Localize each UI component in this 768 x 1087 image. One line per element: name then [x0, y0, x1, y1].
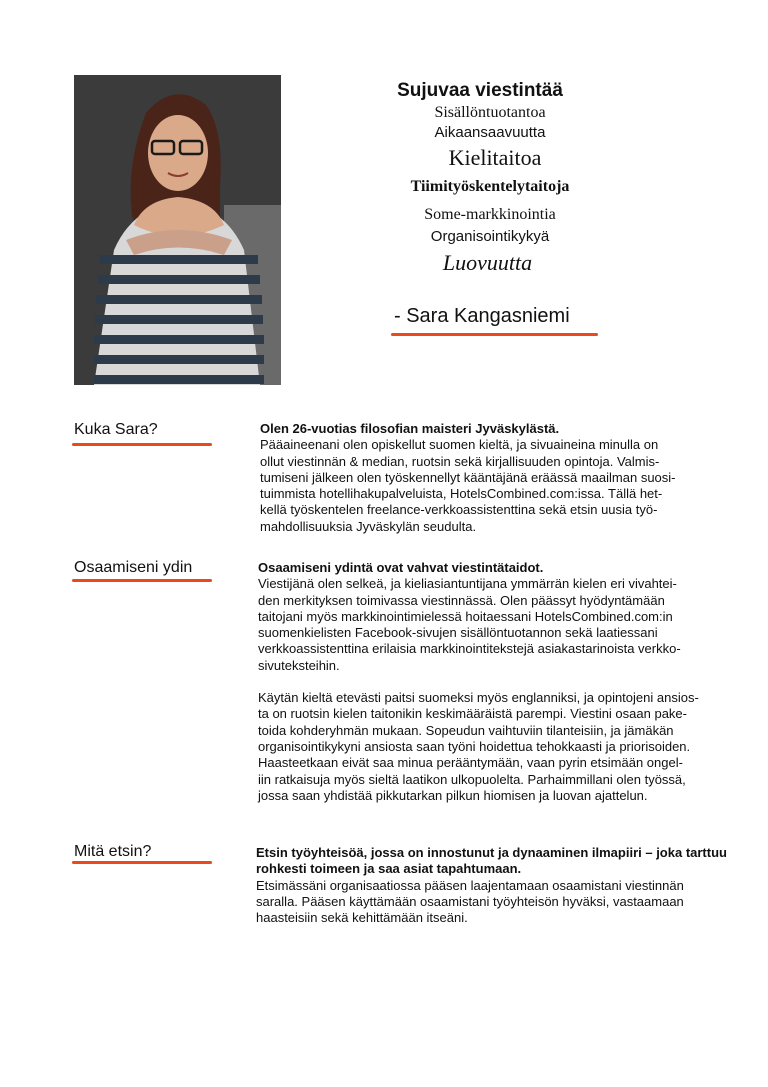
section-lead: Olen 26-vuotias filosofian maisteri Jyväskylästä. [260, 421, 560, 436]
body-line: ollut viestinnän & median, ruotsin sekä kirjallisuuden opintoja. Valmis- [260, 453, 660, 469]
body-line: mahdollisuuksia Jyväskylän seudulta. [260, 518, 477, 534]
body-line: Etsimässäni organisaatiossa pääsen laajentamaan osaamistani viestinnän [256, 877, 684, 893]
tagline-item: Tiimityöskentelytaitoja [410, 178, 570, 195]
section-body-osaamiseni-ydin [258, 560, 708, 804]
section-underline [72, 579, 212, 582]
body-line: Haasteetkaan eivät saa minua perääntymään, vaan pyrin etsimään ongel- [258, 755, 683, 771]
body-line: Viestijänä olen selkeä, ja kieliasiantuntijana ymmärrän kielen eri vivahtei- [258, 576, 677, 592]
body-line: Pääaineenani olen opiskellut suomen kieltä, ja sivuaineina minulla on [260, 437, 659, 453]
body-line: tumiseni jälkeen olen työskennellyt kääntäjänä eräässä maailman suosi- [260, 469, 676, 485]
body-line: verkkoassistenttina erilaisia markkinointitekstejä asiakastarinoista verkko- [258, 641, 681, 657]
section-underline [72, 443, 212, 446]
section-lead: Etsin työyhteisöä, jossa on innostunut ja dynaaminen ilmapiiri – joka tarttuu [256, 845, 727, 860]
section-lead: Osaamiseni ydintä ovat vahvat viestintätaidot. [258, 560, 544, 575]
tagline-item: Kielitaitoa [448, 145, 542, 170]
body-line: den merkityksen toimivassa viestinnässä. Olen päässyt hyödyntämään [258, 592, 665, 608]
profile-photo [74, 75, 281, 385]
body-line: ta on ruotsin kielen taitonikin keskimääräistä parempi. Viestini osaan pake- [258, 706, 687, 722]
section-title-osaamiseni-ydin: Osaamiseni ydin [74, 559, 193, 576]
signature: - Sara Kangasniemi [394, 305, 570, 327]
body-line: tuimmista hotellihakupalveluista, HotelsCombined.com:issa. Tällä het- [260, 486, 663, 502]
body-line: organisointikykyni ansiosta saan työni hoidettua tehokkaasti ja priorisoiden. [258, 738, 691, 754]
section-body-mita-etsin [256, 845, 727, 926]
tagline-heading: Sujuvaa viestintää [397, 80, 563, 101]
section-title-kuka-sara: Kuka Sara? [74, 421, 158, 438]
body-line: taitojani myös markkinointimielessä hoitaessani HotelsCombined.com:in [258, 608, 673, 624]
body-line: haasteisiin sekä kehittämään itseäni. [256, 910, 468, 926]
section-lead: rohkesti toimeen ja saa asiat tapahtumaan. [256, 861, 522, 877]
body-line: iin ratkaisuja myös sieltä laatikon ulkopuolelta. Parhaimmillani olen työssä, [258, 771, 686, 787]
signature-underline [391, 333, 598, 336]
body-line: toida kohderyhmän mukaan. Sopeudun vaihtuviin tilanteisiin, ja jämäkän [258, 722, 674, 738]
tagline-item: Sisällöntuotantoa [434, 104, 546, 121]
body-line: jossa saan yhdistää pikkutarkan pilkun hiomisen ja luovan ajattelun. [258, 787, 648, 803]
tagline-item: Organisointikykyä [430, 228, 550, 245]
body-line: Käytän kieltä etevästi paitsi suomeksi myös englanniksi, ja opintojeni ansios- [258, 690, 699, 706]
portrait-illustration [74, 75, 281, 385]
body-line: sivuteksteihin. [258, 657, 340, 673]
section-underline [72, 861, 212, 864]
tagline-item: Some-markkinointia [424, 206, 556, 223]
tagline-item: Luovuutta [442, 250, 533, 275]
body-line: kellä työskentelen freelance-verkkoassistenttina sekä etsin uusia työ- [260, 502, 658, 518]
body-line: saralla. Pääsen käyttämään osaamistani työyhteisön hyväksi, vastaamaan [256, 893, 684, 909]
body-line: suomenkielisten Facebook-sivujen sisällöntuotannon sekä laatiessani [258, 625, 658, 641]
section-title-mita-etsin: Mitä etsin? [74, 843, 152, 860]
tagline-item: Aikaansaavuutta [434, 124, 546, 141]
section-body-kuka-sara [260, 421, 710, 535]
paragraph-gap [258, 674, 708, 690]
